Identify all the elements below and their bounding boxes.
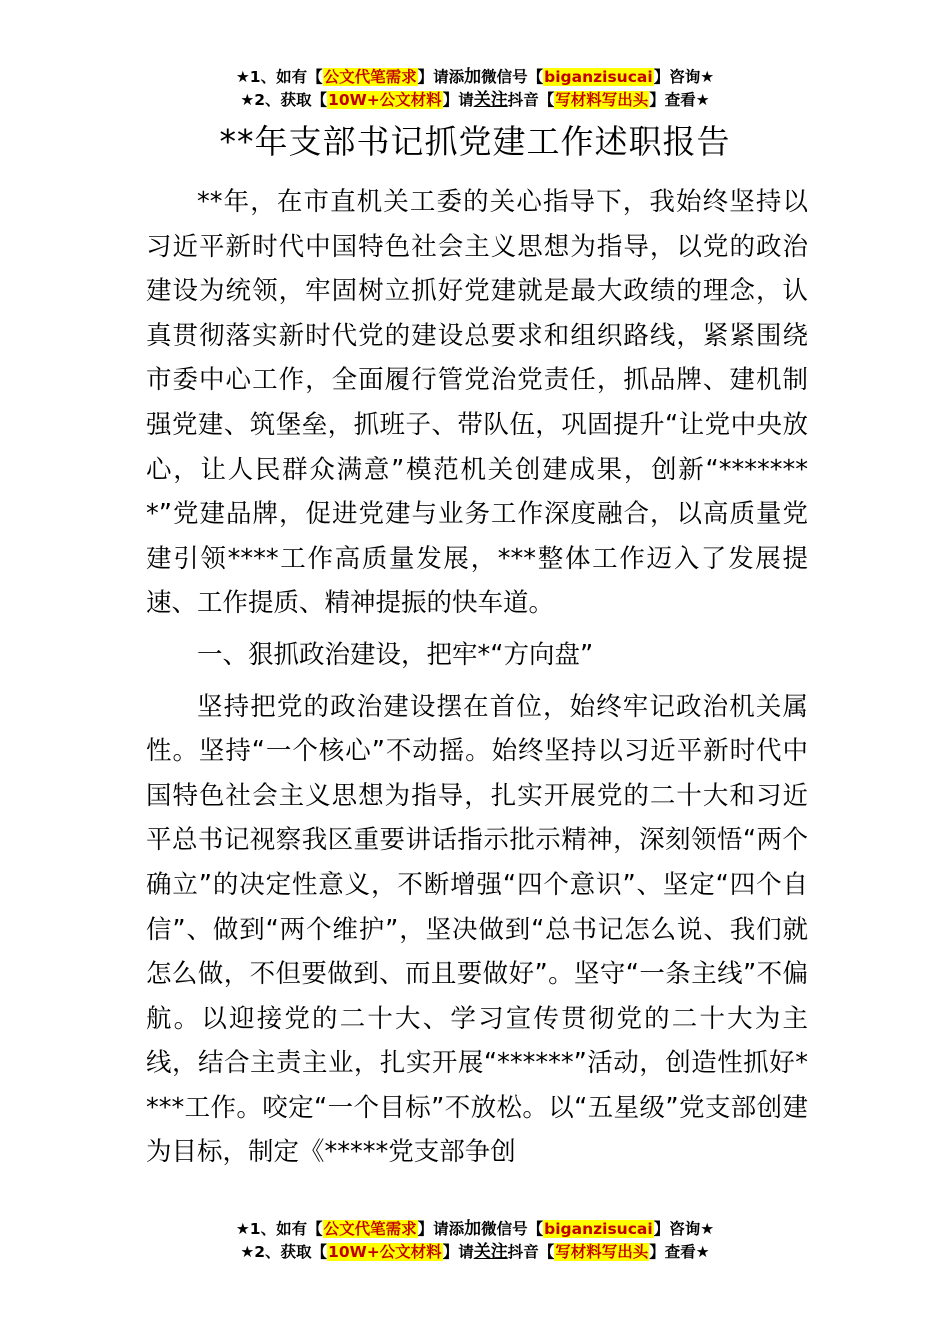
footer-line-1-emphasis: 加 [464,1219,482,1239]
footer-banner [0,1218,950,1264]
footer-line-1-prefix: ★1、如有【 [235,1220,323,1238]
footer-highlight-service: 公文代笔需求 [323,1220,417,1238]
document-title: **年支部书记抓党建工作述职报告 [219,122,731,161]
footer-line-2-suffix: 】查看★ [649,1243,710,1261]
footer-line-2-emphasis: 关注 [473,1242,508,1262]
footer-line-1-suffix: 】咨询★ [653,1220,715,1238]
header-banner [0,66,950,112]
footer-douyin-account: 写材料写出头 [555,1243,649,1261]
banner-line-1-suffix: 】咨询★ [653,68,715,86]
banner-wechat-id: biganzisucai [544,68,653,86]
banner-highlight-service: 公文代笔需求 [323,68,417,86]
intro-paragraph: **年，在市直机关工委的关心指导下，我始终坚持以习近平新时代中国特色社会主义思想为指导，以党的政治建设为统领，牢固树立抓好党建就是最大政绩的理念，认真贯彻落实新时代党的建设总要求和组织路线，紧紧围绕市委中心工作，全面履行管党治党责任，抓品牌、建机制强党建、筑堡垒，抓班子、带队伍，巩固提升“让党中央放心，让人民群众满意”模范机关创建成果，创新“********”党建品牌，促进党建与业务工作深度融合，以高质量党建引领****工作高质量发展，***整体工作迈入了发展提速、工作提质、精神提振的快车道。 [146,187,808,619]
banner-line-2-prefix: ★2、获取【 [240,91,328,109]
footer-wechat-id: biganzisucai [544,1220,653,1238]
banner-line-2-suffix: 】查看★ [649,91,710,109]
banner-line-2-emphasis: 关注 [473,90,508,110]
section-heading-1: 一、狠抓政治建设，把牢*“方向盘” [197,639,594,670]
banner-line-1-emphasis: 加 [464,67,482,87]
footer-banner-line-2 [0,1241,950,1264]
banner-line-1-middle: 】请添 [417,68,465,86]
document-body [146,180,808,1182]
section-1-paragraph: 坚持把党的政治建设摆在首位，始终牢记政治机关属性。坚持“一个核心”不动摇。始终坚持以习近平新时代中国特色社会主义思想为指导，扎实开展党的二十大和习近平总书记视察我区重要讲话指示批示精神，深刻领悟“两个确立”的决定性意义，不断增强“四个意识”、坚定“四个自信”、做到“两个维护”，坚决做到“总书记怎么说、我们就怎么做，不但要做到、而且要做好”。坚守“一条主线”不偏航。以迎接党的二十大、学习宣传贯彻党的二十大为主线，结合主责主业，扎实开展“******”活动，创造性抓好****工作。咬定“一个目标”不放松。以“五星级”党支部创建为目标，制定《*****党支部争创 [146,691,808,1168]
banner-line-2-middle-2: 抖音【 [507,91,555,109]
footer-highlight-materials: 10W+公文材料 [328,1243,442,1261]
footer-line-2-middle-2: 抖音【 [507,1243,555,1261]
banner-line-2-middle: 】请 [442,91,474,109]
banner-line-2 [0,89,950,112]
footer-line-1-middle-2: 微信号【 [481,1220,544,1238]
footer-line-2-middle: 】请 [442,1243,474,1261]
footer-line-2-prefix: ★2、获取【 [240,1243,328,1261]
footer-banner-line-1 [0,1218,950,1241]
footer-line-1-middle: 】请添 [417,1220,465,1238]
banner-line-1-prefix: ★1、如有【 [235,68,323,86]
banner-douyin-account: 写材料写出头 [555,91,649,109]
banner-highlight-materials: 10W+公文材料 [328,91,442,109]
banner-line-1-middle-2: 微信号【 [481,68,544,86]
banner-line-1 [0,66,950,89]
